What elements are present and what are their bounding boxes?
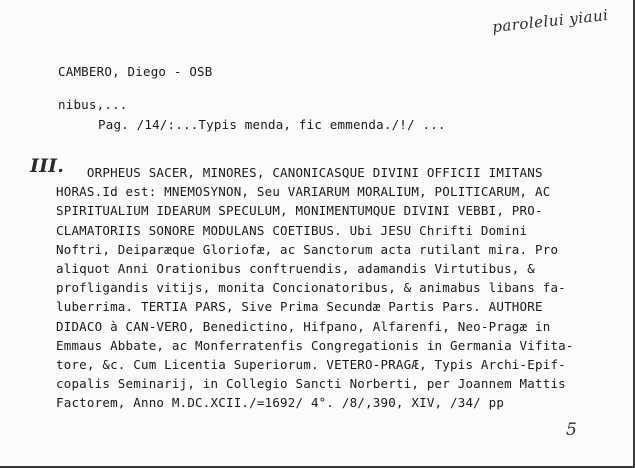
handwritten-note-bottom: 5 xyxy=(566,420,578,440)
body-line: profligandis vitijs, monita Concionatoribus, & animabus libans fa- xyxy=(56,280,566,296)
author-line: CAMBERO, Diego - OSB xyxy=(58,64,213,79)
body-line: aliquot Anni Orationibus conftruendis, adamandis Virtutibus, & xyxy=(56,261,535,277)
body-line: tore, &c. Cum Licentia Superiorum. VETERO-PRAGÆ, Typis Archi-Epif- xyxy=(56,357,566,373)
page-note-line: Pag. /14/:...Typis menda, fic emmenda./!/ ... xyxy=(98,117,446,132)
body-line: Emmaus Abbate, ac Monferratenfis Congregationis in Germania Vifita- xyxy=(56,337,574,353)
margin-roman-numeral: III. xyxy=(30,155,65,177)
body-line: HORAS.Id est: MNEMOSYNON, Seu VARIARUM MORALIUM, POLITICARUM, AC xyxy=(56,184,551,200)
handwritten-note-top: parolelui yiaui xyxy=(491,5,610,37)
body-line: luberrima. TERTIA PARS, Sive Prima Secundæ Partis Pars. AUTHORE xyxy=(56,299,543,315)
body-line: Noftri, Deiparæque Gloriofæ, ac Sanctorum acta rutilant mira. Pro xyxy=(56,241,559,257)
body-line: DIDACO à CAN-VERO, Benedictino, Hifpano, Alfarenfi, Neo-Pragæ in xyxy=(56,318,551,334)
body-line: ORPHEUS SACER, MINORES, CANONICASQUE DIVINI OFFICII IMITANS xyxy=(56,165,543,180)
body-line: Factorem, Anno M.DC.XCII./=1692/ 4°. /8/,390, XIV, /34/ pp xyxy=(56,395,505,411)
body-line: CLAMATORIIS SONORE MODULANS COETIBUS. Ubi JESU Chrifti Domini xyxy=(56,222,528,238)
title-description-block xyxy=(56,163,596,413)
incipit-line: nibus,... xyxy=(58,97,128,112)
body-line: SPIRITUALIUM IDEARUM SPECULUM, MONIMENTUMQUE DIVINI VEBBI, PRO- xyxy=(56,203,543,219)
body-line: copalis Seminarij, in Collegio Sancti Norberti, per Joannem Mattis xyxy=(56,376,566,392)
